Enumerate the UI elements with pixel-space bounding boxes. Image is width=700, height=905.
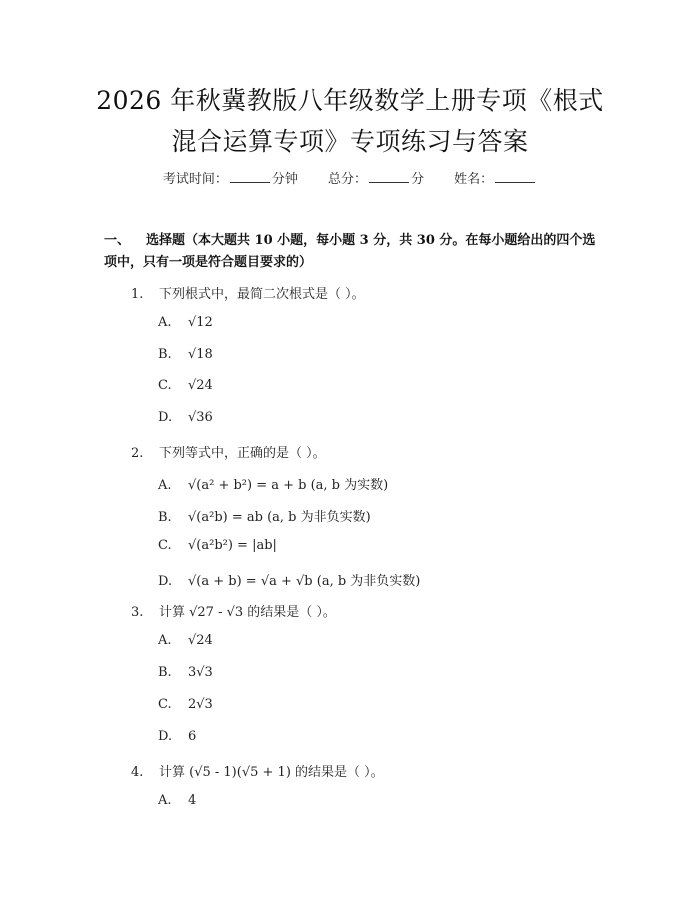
option-text: √18	[188, 347, 213, 362]
total-score-field	[328, 168, 424, 187]
question-3-option-a	[158, 633, 213, 648]
option-text: 4	[188, 793, 197, 808]
option-letter: A.	[158, 478, 172, 493]
question-number: 2.	[131, 446, 144, 461]
total-score-unit: 分	[411, 172, 425, 187]
total-score-blank[interactable]	[369, 170, 409, 183]
option-text: √(a + b) = √a + √b (a, b 为非负实数)	[188, 574, 421, 589]
question-1	[131, 283, 365, 302]
question-1-option-b	[158, 347, 213, 362]
option-text: √(a²b) = ab (a, b 为非负实数)	[188, 510, 371, 525]
question-2-option-b	[158, 506, 371, 525]
exam-time-field	[163, 168, 298, 187]
total-score-label: 总分：	[327, 172, 367, 187]
question-text: 计算 √27 - √3 的结果是（ ）。	[159, 605, 336, 620]
option-text: √12	[188, 315, 213, 330]
option-letter: A.	[158, 793, 172, 808]
exam-time-label: 考试时间：	[162, 172, 228, 187]
question-3	[131, 601, 336, 620]
option-letter: D.	[158, 729, 173, 744]
question-number: 3.	[131, 605, 144, 620]
question-4-option-a	[158, 793, 196, 808]
question-text: 下列等式中，正确的是（ ）。	[159, 446, 326, 461]
option-letter: B.	[158, 347, 172, 362]
question-text: 计算 (√5 - 1)(√5 + 1) 的结果是（ ）。	[159, 765, 384, 780]
option-letter: B.	[158, 510, 172, 525]
question-2-option-a	[158, 474, 388, 493]
option-text: √24	[188, 633, 213, 648]
title-line-2: 混合运算专项》专项练习与答案	[171, 127, 529, 156]
student-name-label: 姓名：	[454, 172, 494, 187]
option-letter: A.	[158, 633, 172, 648]
option-text: 3√3	[188, 665, 213, 680]
question-number: 4.	[131, 765, 144, 780]
option-text: √24	[188, 378, 213, 393]
exam-time-blank[interactable]	[230, 170, 270, 183]
page-title	[60, 80, 640, 162]
exam-info-row	[0, 168, 700, 187]
option-letter: C.	[158, 697, 172, 712]
title-line-1: 2026 年秋冀教版八年级数学上册专项《根式	[96, 86, 604, 115]
question-number: 1.	[131, 287, 144, 302]
section-text: 选择题（本大题共 10 小题，每小题 3 分，共 30 分。在每小题给出的四个选项中，只有一项是符合题目要求的）	[104, 233, 596, 270]
question-2	[131, 442, 326, 461]
section-number: 一、	[104, 233, 131, 248]
option-text: √(a² + b²) = a + b (a, b 为实数)	[188, 478, 389, 493]
option-letter: D.	[158, 574, 173, 589]
option-text: √(a²b²) = |ab|	[188, 538, 277, 553]
student-name-field	[454, 168, 537, 187]
question-4	[131, 761, 384, 780]
question-1-option-a	[158, 315, 213, 330]
option-letter: A.	[158, 315, 172, 330]
question-text: 下列根式中，最简二次根式是（ ）。	[159, 287, 365, 302]
option-text: √36	[188, 410, 213, 425]
question-1-option-c	[158, 378, 213, 393]
option-letter: C.	[158, 538, 172, 553]
option-text: 6	[188, 729, 197, 744]
question-3-option-d	[158, 729, 196, 744]
question-2-option-c	[158, 538, 277, 553]
question-3-option-c	[158, 697, 213, 712]
student-name-blank[interactable]	[495, 170, 535, 183]
option-text: 2√3	[188, 697, 213, 712]
option-letter: C.	[158, 378, 172, 393]
question-3-option-b	[158, 665, 213, 680]
option-letter: B.	[158, 665, 172, 680]
section-heading	[104, 230, 608, 274]
exam-time-unit: 分钟	[271, 172, 298, 187]
option-letter: D.	[158, 410, 173, 425]
question-1-option-d	[158, 410, 213, 425]
question-2-option-d	[158, 570, 420, 589]
